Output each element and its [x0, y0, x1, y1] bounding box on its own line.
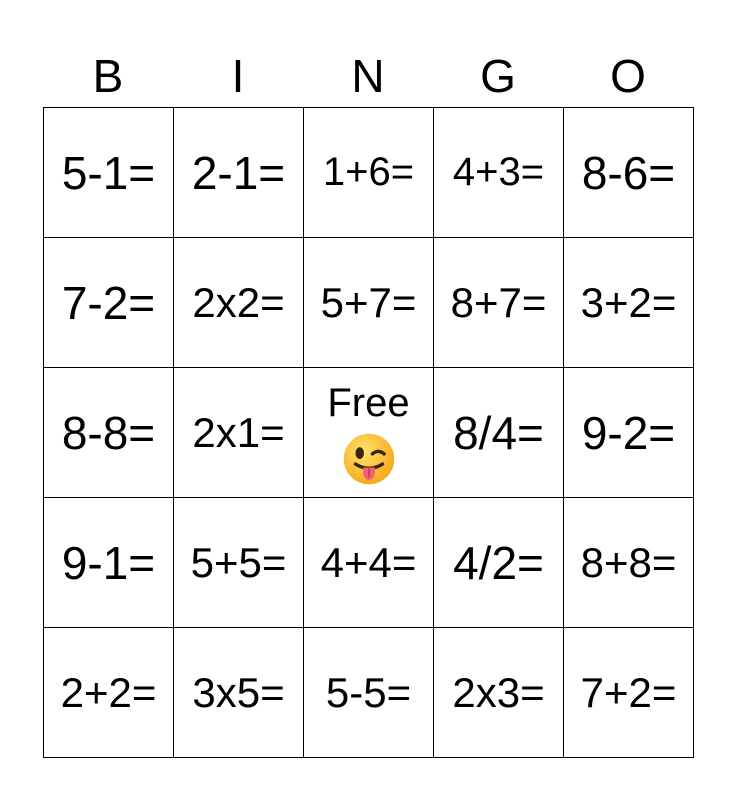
bingo-cell-r5-c5: [563, 627, 694, 758]
bingo-cell-r2-c4: [433, 237, 564, 368]
header-letter-g: G: [480, 50, 516, 102]
bingo-problem-text: 8+8=: [580, 538, 677, 586]
free-space-cell: [303, 367, 434, 498]
header-letter-i: I: [231, 50, 245, 102]
bingo-problem-text: 8+7=: [450, 278, 547, 326]
header-letter-n: N: [351, 50, 385, 102]
bingo-problem-text: 2-1=: [191, 146, 286, 199]
bingo-cell-r3-c4: [433, 367, 564, 498]
bingo-problem-text: 3+2=: [580, 278, 677, 326]
bingo-cell-r5-c2: [173, 627, 304, 758]
bingo-cell-r1-c4: [433, 107, 564, 238]
bingo-cell-r1-c1: [43, 107, 174, 238]
bingo-problem-text: 5+5=: [190, 538, 287, 586]
bingo-problem-text: 4/2=: [453, 536, 544, 589]
bingo-cell-r2-c3: [303, 237, 434, 368]
bingo-problem-text: 4+4=: [320, 538, 417, 586]
header-letter-b: B: [92, 50, 124, 102]
bingo-problem-text: 8/4=: [453, 406, 544, 459]
bingo-grid: [43, 107, 694, 757]
bingo-cell-r4-c2: [173, 497, 304, 628]
bingo-problem-text: 5-1=: [61, 146, 156, 199]
bingo-problem-text: 9-2=: [581, 406, 676, 459]
bingo-problem-text: 4+3=: [452, 150, 545, 194]
bingo-cell-r1-c5: [563, 107, 694, 238]
bingo-cell-r2-c2: [173, 237, 304, 368]
bingo-problem-text: 2x3=: [452, 668, 545, 716]
bingo-cell-r5-c3: [303, 627, 434, 758]
bingo-cell-r3-c2: [173, 367, 304, 498]
bingo-problem-text: 8-8=: [61, 406, 156, 459]
bingo-cell-r1-c3: [303, 107, 434, 238]
bingo-problem-text: 1+6=: [322, 150, 415, 194]
bingo-cell-r4-c3: [303, 497, 434, 628]
bingo-problem-text: 7+2=: [580, 668, 677, 716]
bingo-problem-text: 3x5=: [192, 668, 285, 716]
bingo-cell-r2-c5: [563, 237, 694, 368]
bingo-problem-text: 9-1=: [61, 536, 156, 589]
bingo-cell-r3-c5: [563, 367, 694, 498]
free-space-label: Free: [327, 380, 410, 425]
bingo-cell-r4-c1: [43, 497, 174, 628]
bingo-cell-r4-c5: [563, 497, 694, 628]
bingo-problem-text: 5+7=: [320, 278, 417, 326]
header-letter-o: O: [610, 50, 646, 102]
bingo-cell-r5-c4: [433, 627, 564, 758]
bingo-problem-text: 7-2=: [61, 276, 156, 329]
bingo-problem-text: 5-5=: [325, 668, 412, 716]
bingo-cell-r2-c1: [43, 237, 174, 368]
bingo-problem-text: 2x1=: [192, 408, 285, 456]
bingo-cell-r1-c2: [173, 107, 304, 238]
bingo-problem-text: 2x2=: [192, 278, 285, 326]
bingo-problem-text: 8-6=: [581, 146, 676, 199]
bingo-cell-r4-c4: [433, 497, 564, 628]
winking-face-tongue-icon: [342, 432, 396, 486]
bingo-problem-text: 2+2=: [60, 668, 157, 716]
bingo-cell-r5-c1: [43, 627, 174, 758]
bingo-cell-r3-c1: [43, 367, 174, 498]
bingo-header: [43, 48, 693, 104]
